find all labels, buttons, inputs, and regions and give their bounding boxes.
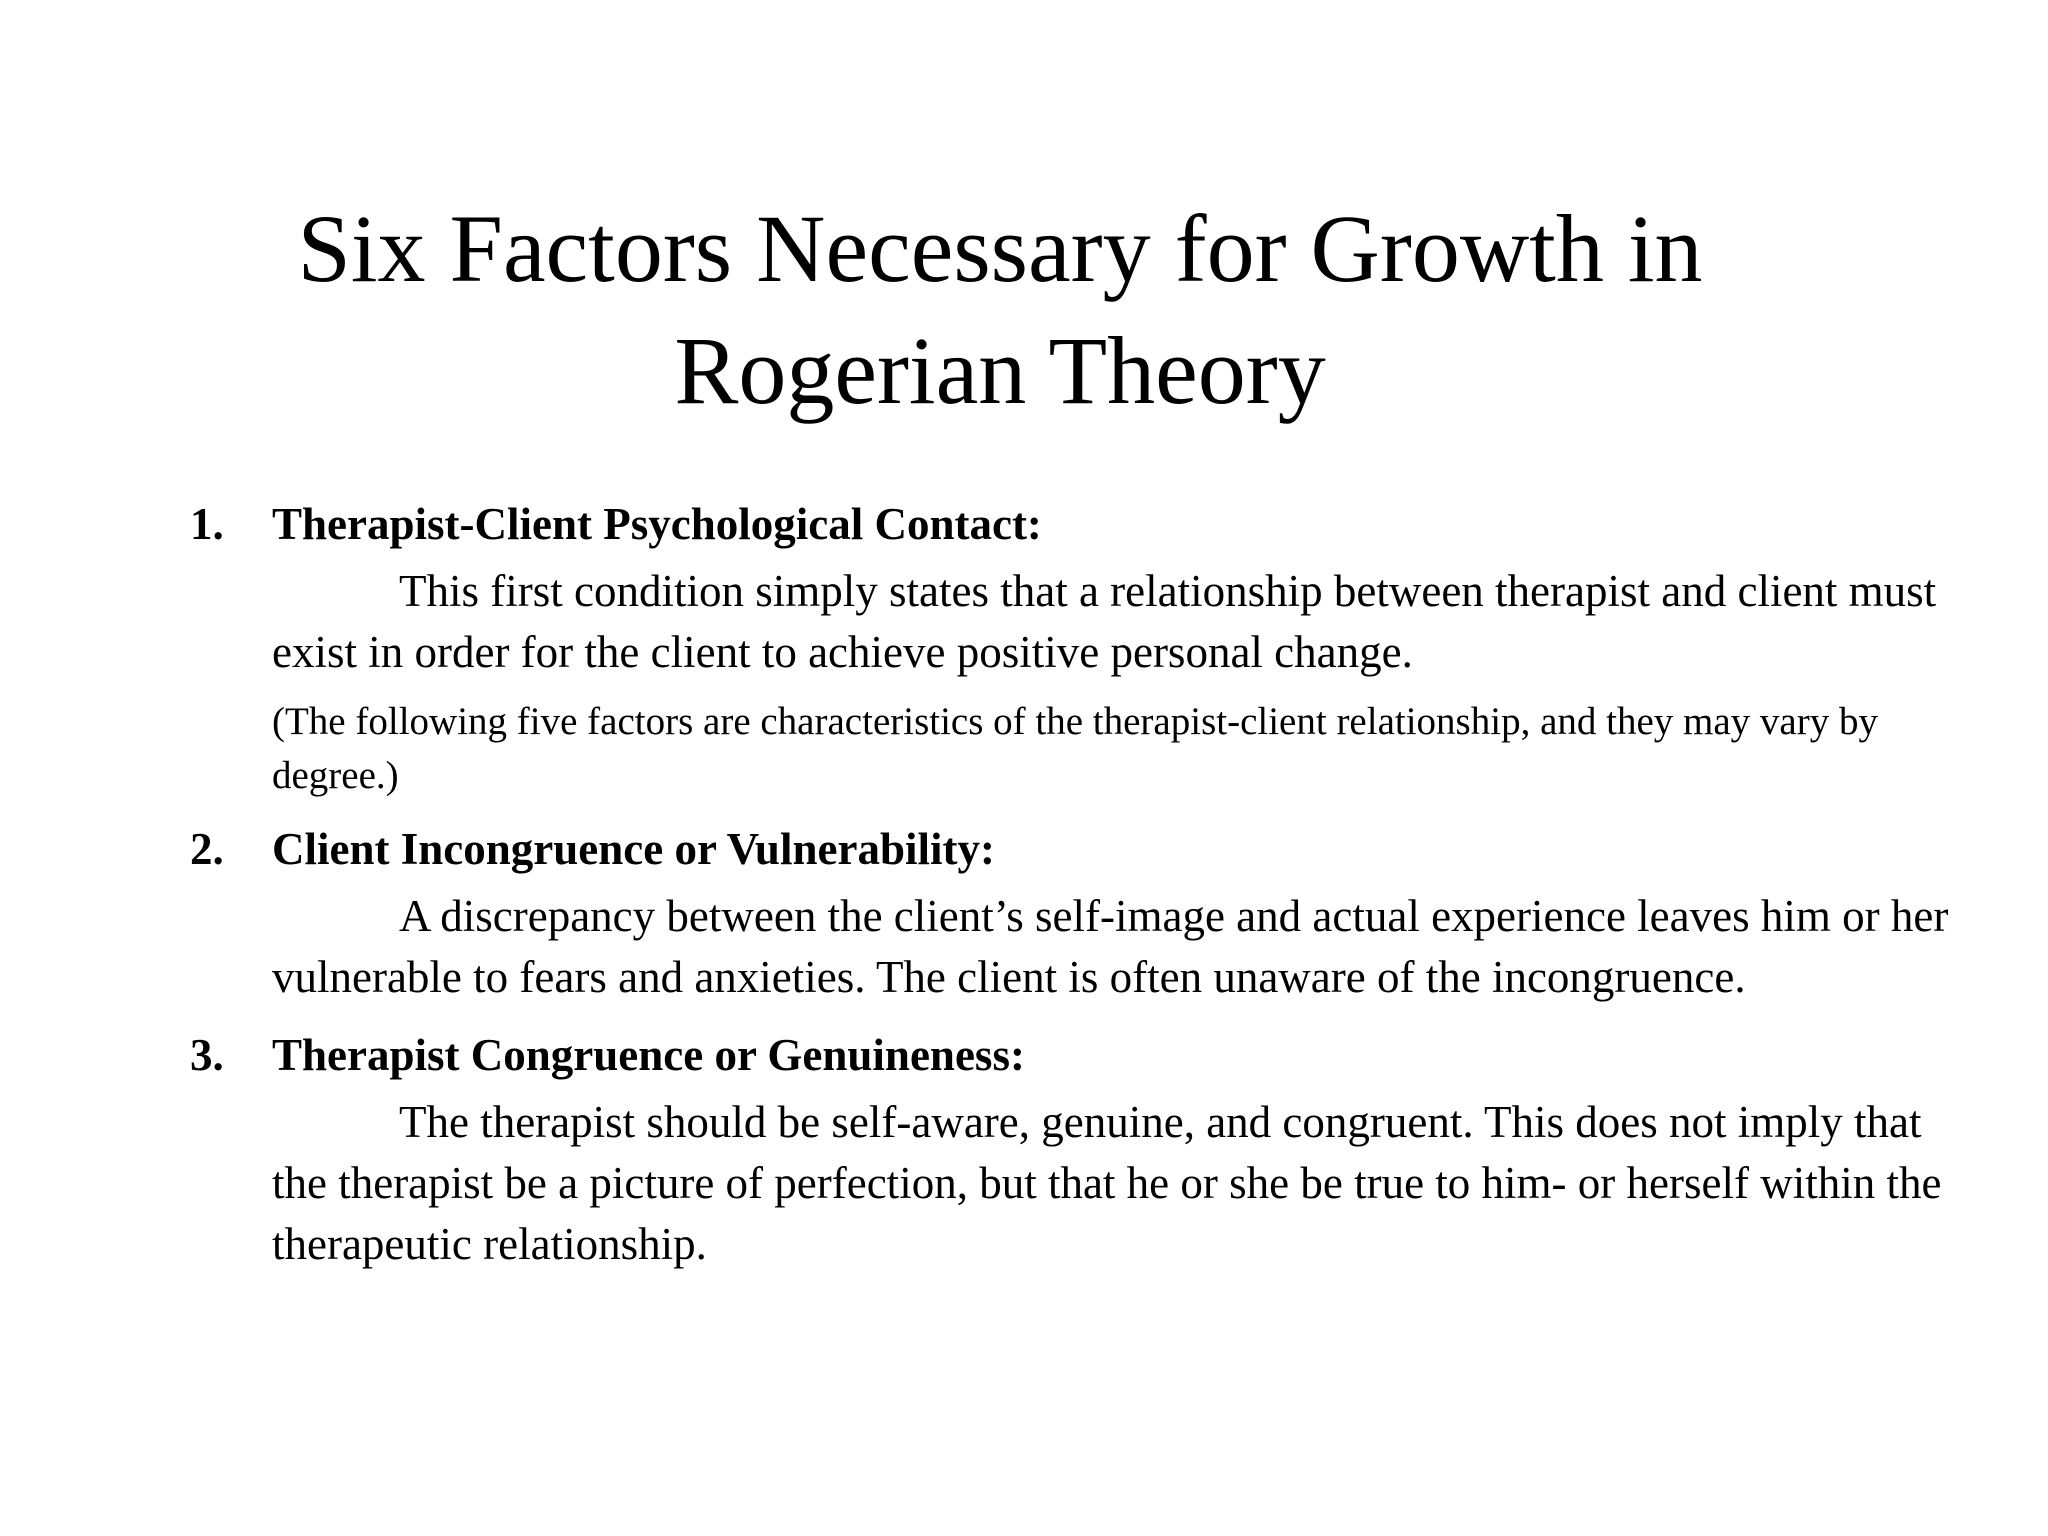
factor-heading-2 [190,820,1970,878]
slide-title [160,188,1840,432]
factor-body-1: This first condition simply states that a relationship between therapist and client must exist in order for the client to achieve positive personal change. [272,566,1937,677]
factor-item-1 [190,495,1970,803]
factor-heading-text-3: Therapist Congruence or Genuineness: [272,1030,1025,1080]
factor-body-2: A discrepancy between the client’s self-image and actual experience leaves him or her vulnerable to fears and anxieties. The client is often unaware of the incongruence. [272,891,1949,1002]
factor-item-3 [190,1026,1970,1275]
factor-heading-text-1: Therapist-Client Psychological Contact: [272,499,1042,549]
factor-list [190,495,1970,1275]
title-line-2: Rogerian Theory [674,317,1326,424]
factor-number-2: 2. [190,824,224,874]
title-line-1: Six Factors Necessary for Growth in [297,195,1703,302]
factor-body-3: The therapist should be self-aware, genuine, and congruent. This does not imply that the therapist be a picture of perfection, but that he or she be true to him- or herself within the therapeutic relationship. [272,1097,1942,1269]
factor-heading-1 [190,495,1970,553]
factor-item-2 [190,820,1970,1008]
factor-heading-text-2: Client Incongruence or Vulnerability: [272,824,995,874]
factor-number-1: 1. [190,499,224,549]
factor-heading-3 [190,1026,1970,1084]
factor-note: (The following five factors are characteristics of the therapist-client relationship, and they may vary by degree.) [272,700,1878,797]
factor-number-3: 3. [190,1030,224,1080]
